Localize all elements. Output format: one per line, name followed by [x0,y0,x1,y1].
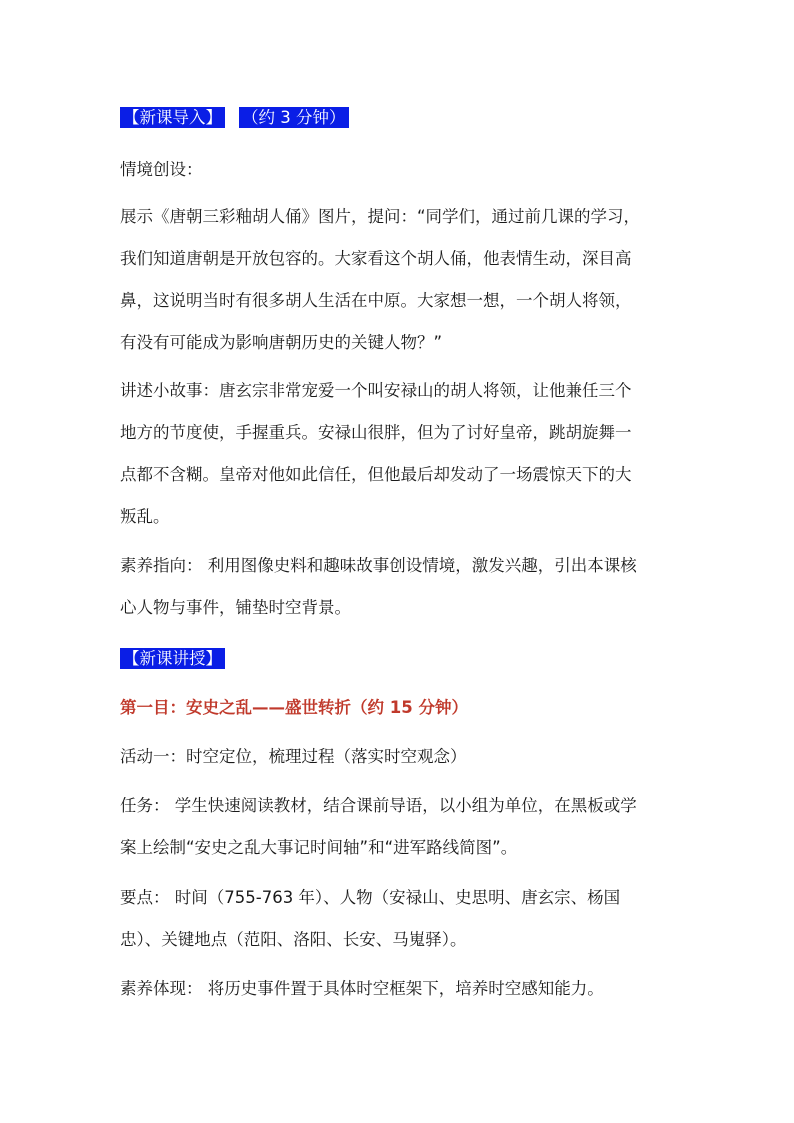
para1-line: 展示《唐朝三彩釉胡人俑》图片，提问：“同学们，通过前几课的学习， [120,207,641,226]
activity-line: 活动一：时空定位，梳理过程（落实时空观念） [120,747,467,766]
task-line: 任务： 学生快速阅读教材，结合课前导语，以小组为单位，在黑板或学 [120,796,637,815]
task-line: 案上绘制“安史之乱大事记时间轴”和“进军路线简图”。 [120,838,518,857]
intro-header-time-num: 3 [280,108,291,127]
para2-line: 讲述小故事：唐玄宗非常宠爱一个叫安禄山的胡人将领，让他兼任三个 [120,381,632,400]
intro-header-label: 【新课导入】 [120,107,225,128]
section1-title: 第一目：安史之乱——盛世转折（约 15 分钟） [120,698,468,717]
para1-line: 我们知道唐朝是开放包容的。大家看这个胡人俑，他表情生动，深目高 [120,249,632,268]
reflection-line: 素养体现： 将历史事件置于具体时空框架下，培养时空感知能力。 [120,979,604,998]
para2-line: 地方的节度使，手握重兵。安禄山很胖，但为了讨好皇帝，跳胡旋舞一 [120,423,632,442]
para1-line: 有没有可能成为影响唐朝历史的关键人物？” [120,333,443,352]
scenario-label: 情境创设： [120,160,203,179]
literacy-line: 心人物与事件，铺垫时空背景。 [120,598,351,617]
literacy-line: 素养指向： 利用图像史料和趣味故事创设情境，激发兴趣，引出本课核 [120,556,637,575]
lecture-header-label: 【新课讲授】 [120,648,225,669]
points-line: 忠）、关键地点（范阳、洛阳、长安、马嵬驿）。 [120,930,467,949]
lecture-header [120,648,680,670]
para2-line: 点都不含糊。皇帝对他如此信任，但他最后却发动了一场震惊天下的大 [120,465,632,484]
para1-line: 鼻，这说明当时有很多胡人生活在中原。大家想一想，一个胡人将领， [120,291,632,310]
intro-header-time: （约 3 分钟） [239,107,349,128]
para2-line: 叛乱。 [120,507,170,526]
points-line: 要点： 时间（755-763 年）、人物（安禄山、史思明、唐玄宗、杨国 [120,888,621,907]
intro-header [120,107,680,129]
